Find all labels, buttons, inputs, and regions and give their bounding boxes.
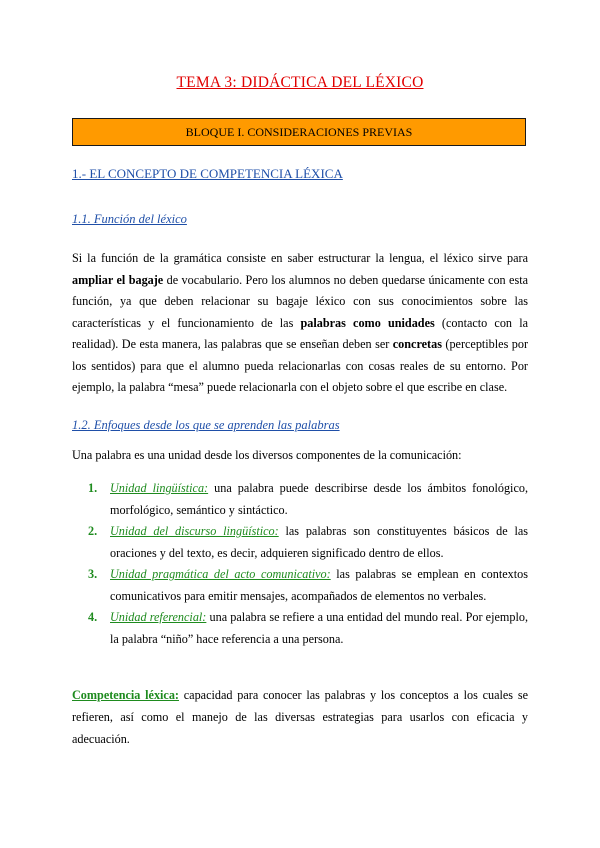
item-text: una palabra se refiere a una entidad del mundo real. Por ejemplo, la palabra “niño” hace referencia a una persona. <box>110 610 528 646</box>
page-title: TEMA 3: DIDÁCTICA DEL LÉXICO <box>176 74 424 91</box>
item-text: las palabras son constituyentes básicos de las oraciones y del texto, es decir, adquieren significado dentro de ellos. <box>110 524 529 560</box>
definition-term: Competencia léxica: <box>72 688 179 702</box>
item-number: 3. <box>88 567 98 581</box>
bold-term: concretas <box>392 337 442 351</box>
list-item <box>88 564 528 607</box>
item-term: Unidad pragmática del acto comunicativo: <box>110 567 331 581</box>
item-text: las palabras se emplean en contextos comunicativos para emitir mensajes, acompañados de elementos no verbales. <box>110 567 528 603</box>
text: de vocabulario. Pero los alumnos no deben quedarse únicamente con esta función, ya que deben relacionar su bagaje léxico con sus conocimientos sobre las características y el funcionamiento de las <box>72 272 528 330</box>
text: (perceptibles por los sentidos) para que el alumno pueda relacionarlas con cosas reales de su entorno. Por ejemplo, la palabra “mesa” puede relacionarla con el objeto sobre el que escribe en clase. <box>72 337 529 394</box>
subsection-heading-2: 1.2. Enfoques desde los que se aprenden las palabras <box>72 418 340 432</box>
item-number: 4. <box>88 610 98 624</box>
text: (contacto con la realidad). De esta manera, las palabras que se enseñan deben ser <box>72 315 528 351</box>
paragraph-funcion <box>72 248 528 399</box>
list-item <box>88 478 528 521</box>
item-term: Unidad del discurso lingüístico: <box>110 524 279 538</box>
block-banner: BLOQUE I. CONSIDERACIONES PREVIAS <box>72 118 526 146</box>
item-number: 1. <box>88 481 98 495</box>
list-item <box>88 607 528 650</box>
subsection-heading-1: 1.1. Función del léxico <box>72 212 187 226</box>
definition-text: capacidad para conocer las palabras y los conceptos a los cuales se refieren, así como el manejo de las diversas estrategias para usarlos con eficacia y adecuación. <box>72 688 528 746</box>
item-number: 2. <box>88 524 98 538</box>
item-text: una palabra puede describirse desde los ámbitos fonológico, morfológico, semántico y sintáctico. <box>110 481 528 517</box>
text: Si la función de la gramática consiste en saber estructurar la lengua, el léxico sirve para <box>72 251 528 265</box>
bold-term: palabras como unidades <box>300 315 435 330</box>
intro-text: Una palabra es una unidad desde los diversos componentes de la comunicación: <box>72 448 462 462</box>
item-term: Unidad lingüística: <box>110 481 209 495</box>
list-item <box>88 521 528 564</box>
section-heading: 1.- EL CONCEPTO DE COMPETENCIA LÉXICA <box>72 166 343 181</box>
bold-term: ampliar el bagaje <box>72 272 164 287</box>
enfoques-list <box>88 478 528 650</box>
competencia-definition <box>72 684 528 750</box>
item-term: Unidad referencial: <box>110 610 207 624</box>
